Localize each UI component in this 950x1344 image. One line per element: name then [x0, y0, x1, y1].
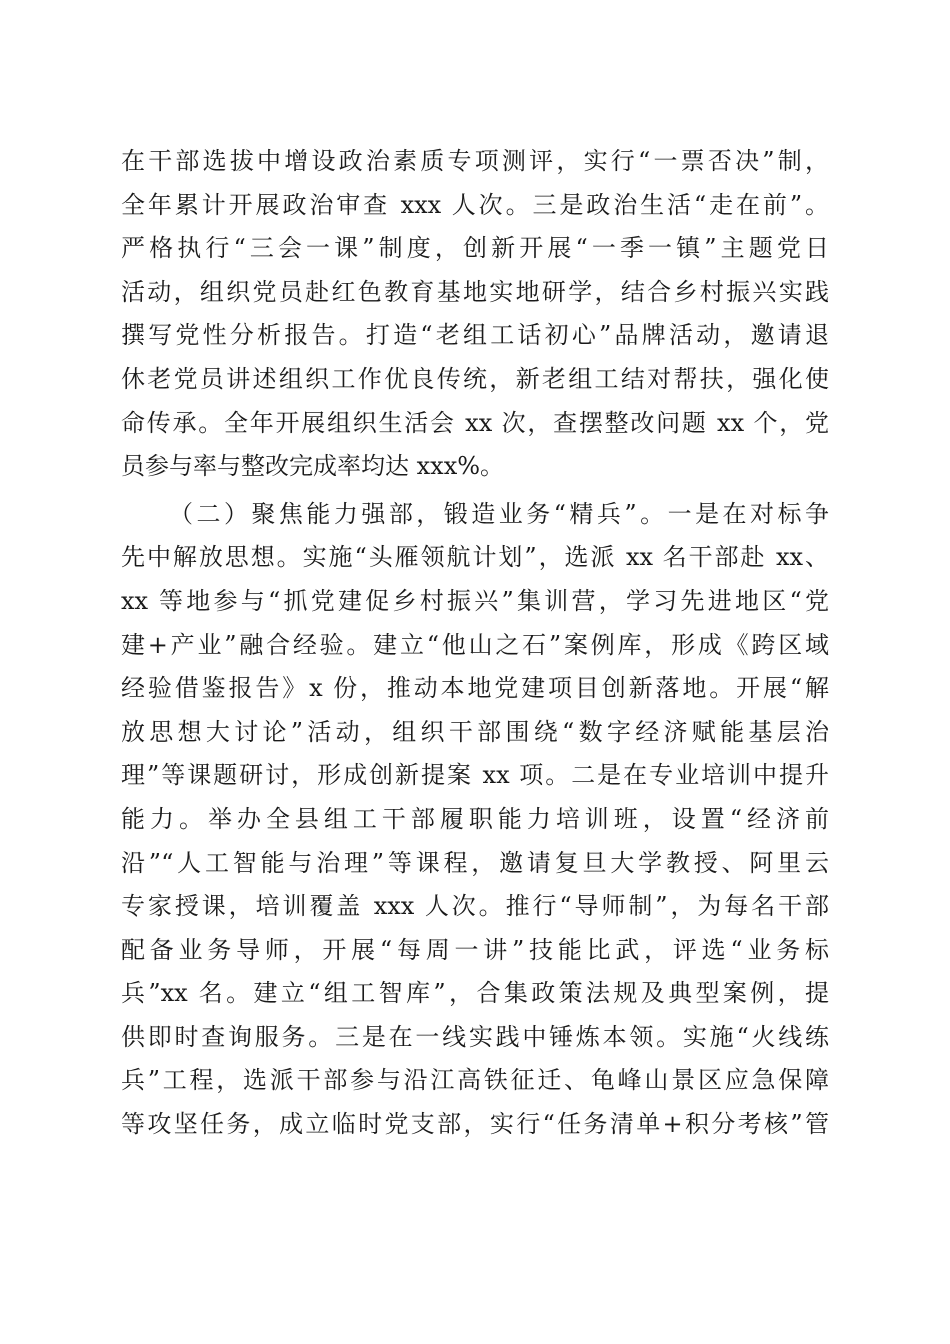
text-line: 命传承。全年开展组织生活会 xx 次，查摆整改问题 xx 个，党: [121, 408, 829, 437]
text-line: 配备业务导师，开展“每周一讲”技能比武，评选“业务标: [121, 935, 829, 964]
section-heading-line: （二）聚焦能力强部，锻造业务“精兵”。一是在对标争: [169, 499, 829, 528]
paragraph-2: [121, 493, 829, 1147]
text-line: 能力。举办全县组工干部履职能力培训班，设置“经济前: [121, 804, 829, 833]
text-line: 在干部选拔中增设政治素质专项测评，实行“一票否决”制，: [121, 147, 829, 175]
text-line: xx 等地参与“抓党建促乡村振兴”集训营，学习先进地区“党: [121, 586, 829, 615]
text-line: 撰写党性分析报告。打造“老组工话初心”品牌活动，邀请退: [121, 321, 829, 350]
text-line: 建+产业”融合经验。建立“他山之石”案例库，形成《跨区域: [121, 630, 829, 659]
text-line: 活动，组织党员赴红色教育基地实地研学，结合乡村振兴实践: [121, 277, 829, 306]
paragraph-1: [121, 140, 829, 489]
text-line: 等攻坚任务，成立临时党支部，实行“任务清单+积分考核”管: [121, 1110, 829, 1139]
text-line: 供即时查询服务。三是在一线实践中锤炼本领。实施“火线练: [121, 1022, 829, 1051]
text-line: 兵”xx 名。建立“组工智库”，合集政策法规及典型案例，提: [121, 979, 829, 1008]
text-line: 兵”工程，选派干部参与沿江高铁征迁、龟峰山景区应急保障: [121, 1066, 829, 1095]
text-line: 放思想大讨论”活动，组织干部围绕“数字经济赋能基层治: [121, 717, 829, 746]
text-line: 休老党员讲述组织工作优良传统，新老组工结对帮扶，强化使: [121, 364, 829, 393]
text-line: 专家授课，培训覆盖 xxx 人次。推行“导师制”，为每名干部: [121, 892, 829, 921]
text-line: 先中解放思想。实施“头雁领航计划”，选派 xx 名干部赴 xx、: [121, 543, 829, 572]
text-line: 严格执行“三会一课”制度，创新开展“一季一镇”主题党日: [121, 234, 829, 263]
text-line: 理”等课题研讨，形成创新提案 xx 项。二是在专业培训中提升: [121, 761, 829, 790]
text-line: 经验借鉴报告》x 份，推动本地党建项目创新落地。开展“解: [121, 674, 829, 703]
text-line: 员参与率与整改完成率均达 xxx%。: [121, 452, 505, 481]
document-body: [121, 140, 829, 1147]
text-line: 全年累计开展政治审查 xxx 人次。三是政治生活“走在前”。: [121, 190, 829, 219]
text-line: 沿”“人工智能与治理”等课程，邀请复旦大学教授、阿里云: [121, 848, 829, 877]
